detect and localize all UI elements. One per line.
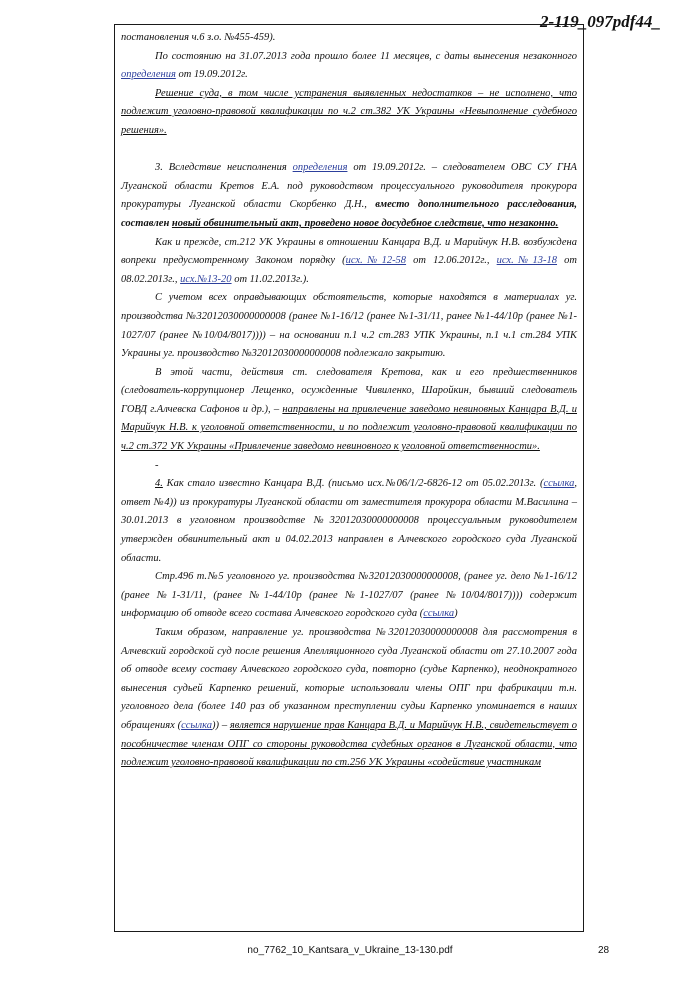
- text: С учетом всех оправдывающих обстоятельств, которые находятся в материалах уг. производства №32012030000000008 (ранее №1-16/12 (ранее №1-31/11, ранее №1-44/10р (ранее №1-1027/07 (ранее №10/04/8017)))) – на основании п.1 ч.2 ст.283 УПК Украины, п.1 ч.1 ст.284 УПК Украины уг. производство №32012030000000008 подлежало закрытию.: [121, 292, 577, 360]
- document-id-stamp: 2-119_097pdf44_: [540, 12, 661, 31]
- text: от 11.02.2013г.).: [231, 273, 309, 285]
- paragraph-1: [121, 48, 577, 85]
- footer-filename: no_7762_10_Kantsara_v_Ukraine_13-130.pdf: [247, 945, 453, 956]
- link-ref-13-20[interactable]: исх.№13-20: [180, 273, 232, 285]
- text: По состоянию на 31.07.2013 года прошло более 11 месяцев, с даты вынесения незаконного: [155, 50, 577, 62]
- bold-underlined-text: новый обвинительный акт, проведено новое досудебное следствие, что незаконно.: [171, 217, 559, 229]
- paragraph-6: [121, 364, 577, 457]
- link-ssylka[interactable]: ссылка: [181, 719, 212, 731]
- paragraph-4: [121, 234, 577, 290]
- text: от 19.09.2012г.: [175, 69, 248, 81]
- text: ): [454, 608, 458, 620]
- text: от 19.09.2012г. – следователем ОВС СУ ГНА Луганской области Кретов Е.А. под руководством процессуального руководителя прокурора прокуратуры Луганской области Скорбенко Д.Н.,: [121, 162, 577, 211]
- link-ssylka[interactable]: ссылка: [543, 478, 575, 490]
- underlined-text: является нарушение прав Канцара В.Д. и Марийчук Н.В., свидетельствует о пособничестве членам ОПГ со стороны руководства судебных органов в Луганской области, что подлежит уголовно-правовой квалификации по ст.256 УК Украины «содействие участникам: [121, 719, 577, 769]
- paragraph-8: [121, 568, 577, 624]
- text: Таким образом, направление уг. производства №32012030000000008 для рассмотрения в Алчевский городской суд после решения Апелляционного суда Луганской области от 27.10.2007 года об отводе всему составу Алчевского городского суда, повторно (судье Карпенко), неоднократного вынесения судьей Карпенко решений, которые использовали члены ОПГ при фабрикации т.н. уголовного дела (более 140 раз об указанном преступлении судьи Карпенко упоминается в наших обращениях (: [121, 627, 577, 731]
- text: 3. Вследствие неисполнения: [155, 162, 293, 174]
- paragraph-9: [121, 624, 577, 773]
- text: В этой части, действия ст. следователя Кретова, как и его предшественников (следователь-коррупционер Лещенко, осужденные Чивиленко, Шаройкин, бывший следователь ГОВД г.Алчевска Сафонов и др.), –: [121, 366, 577, 415]
- text: постановления ч.6 з.о. №455-459).: [121, 32, 276, 43]
- footer-page-number: 28: [598, 945, 610, 956]
- link-ssylka[interactable]: ссылка: [423, 608, 455, 620]
- paragraph-5: [121, 289, 577, 363]
- paragraph-2: [121, 85, 577, 141]
- text: от 08.02.2013г.,: [121, 255, 577, 285]
- text-caret: -: [155, 459, 159, 471]
- paragraph-7: [121, 475, 577, 568]
- paragraph-3: [121, 159, 577, 233]
- underlined-text: Решение суда, в том числе устранения выявленных недостатков – не исполнено, что подлежит уголовно-правовой квалификации по ч.2 ст.382 УК Украины «Невыполнение судебного решения».: [121, 87, 577, 136]
- document-page: [114, 24, 584, 932]
- paragraph-0: [121, 29, 577, 48]
- link-ref-13-18[interactable]: исх.№13-18: [496, 255, 558, 267]
- section-number: 4.: [155, 478, 163, 490]
- link-opredelenie[interactable]: определения: [292, 162, 348, 174]
- link-opredelenie[interactable]: определения: [121, 69, 176, 81]
- document-body: [121, 29, 577, 773]
- underlined-text: направлены на привлечение заведомо невиновных Канцара В.Д. и Марийчук Н.В. к уголовной ответственности, и по подлежит уголовно-правовой квалификации по ч.2 ст.372 УК Украины «Привлечение заведомо невиновного к уголовной ответственности».: [121, 403, 578, 453]
- text: Как и прежде, ст.212 УК Украины в отношении Канцара В.Д. и Марийчук Н.В. возбуждена вопреки предусмотренному Законом порядку (: [121, 236, 577, 267]
- text: Стр.496 т.№5 уголовного уг. производства №32012030000000008, (ранее уг. дело №1-16/12 (ранее №1-31/11, (ранее №1-44/10р (ранее №1-1027/07 (ранее №10/04/8017)))) содержит информацию об отводе всего состава Алчевского городского суда (: [121, 571, 577, 620]
- blank-line: [121, 141, 577, 160]
- link-ref-12-58[interactable]: исх.№12-58: [345, 255, 407, 267]
- text: )) –: [212, 719, 230, 731]
- text: от 12.06.2012г.,: [406, 255, 497, 267]
- text: , ответ №4)) из прокуратуры Луганской области от заместителя прокурора области М.Василина – 30.01.2013 в уголовном производстве №32012030000000008 процессуальным руководителем утвержден обвинительный акт и 04.02.2013 направлен в Алчевского городского суда Луганской области.: [121, 478, 577, 564]
- text: Как стало известно Канцара В.Д. (письмо исх.№06/1/2-6826-12 от 05.02.2013г. (: [162, 478, 544, 490]
- bold-text: вместо дополнительного расследования, составлен: [121, 199, 577, 229]
